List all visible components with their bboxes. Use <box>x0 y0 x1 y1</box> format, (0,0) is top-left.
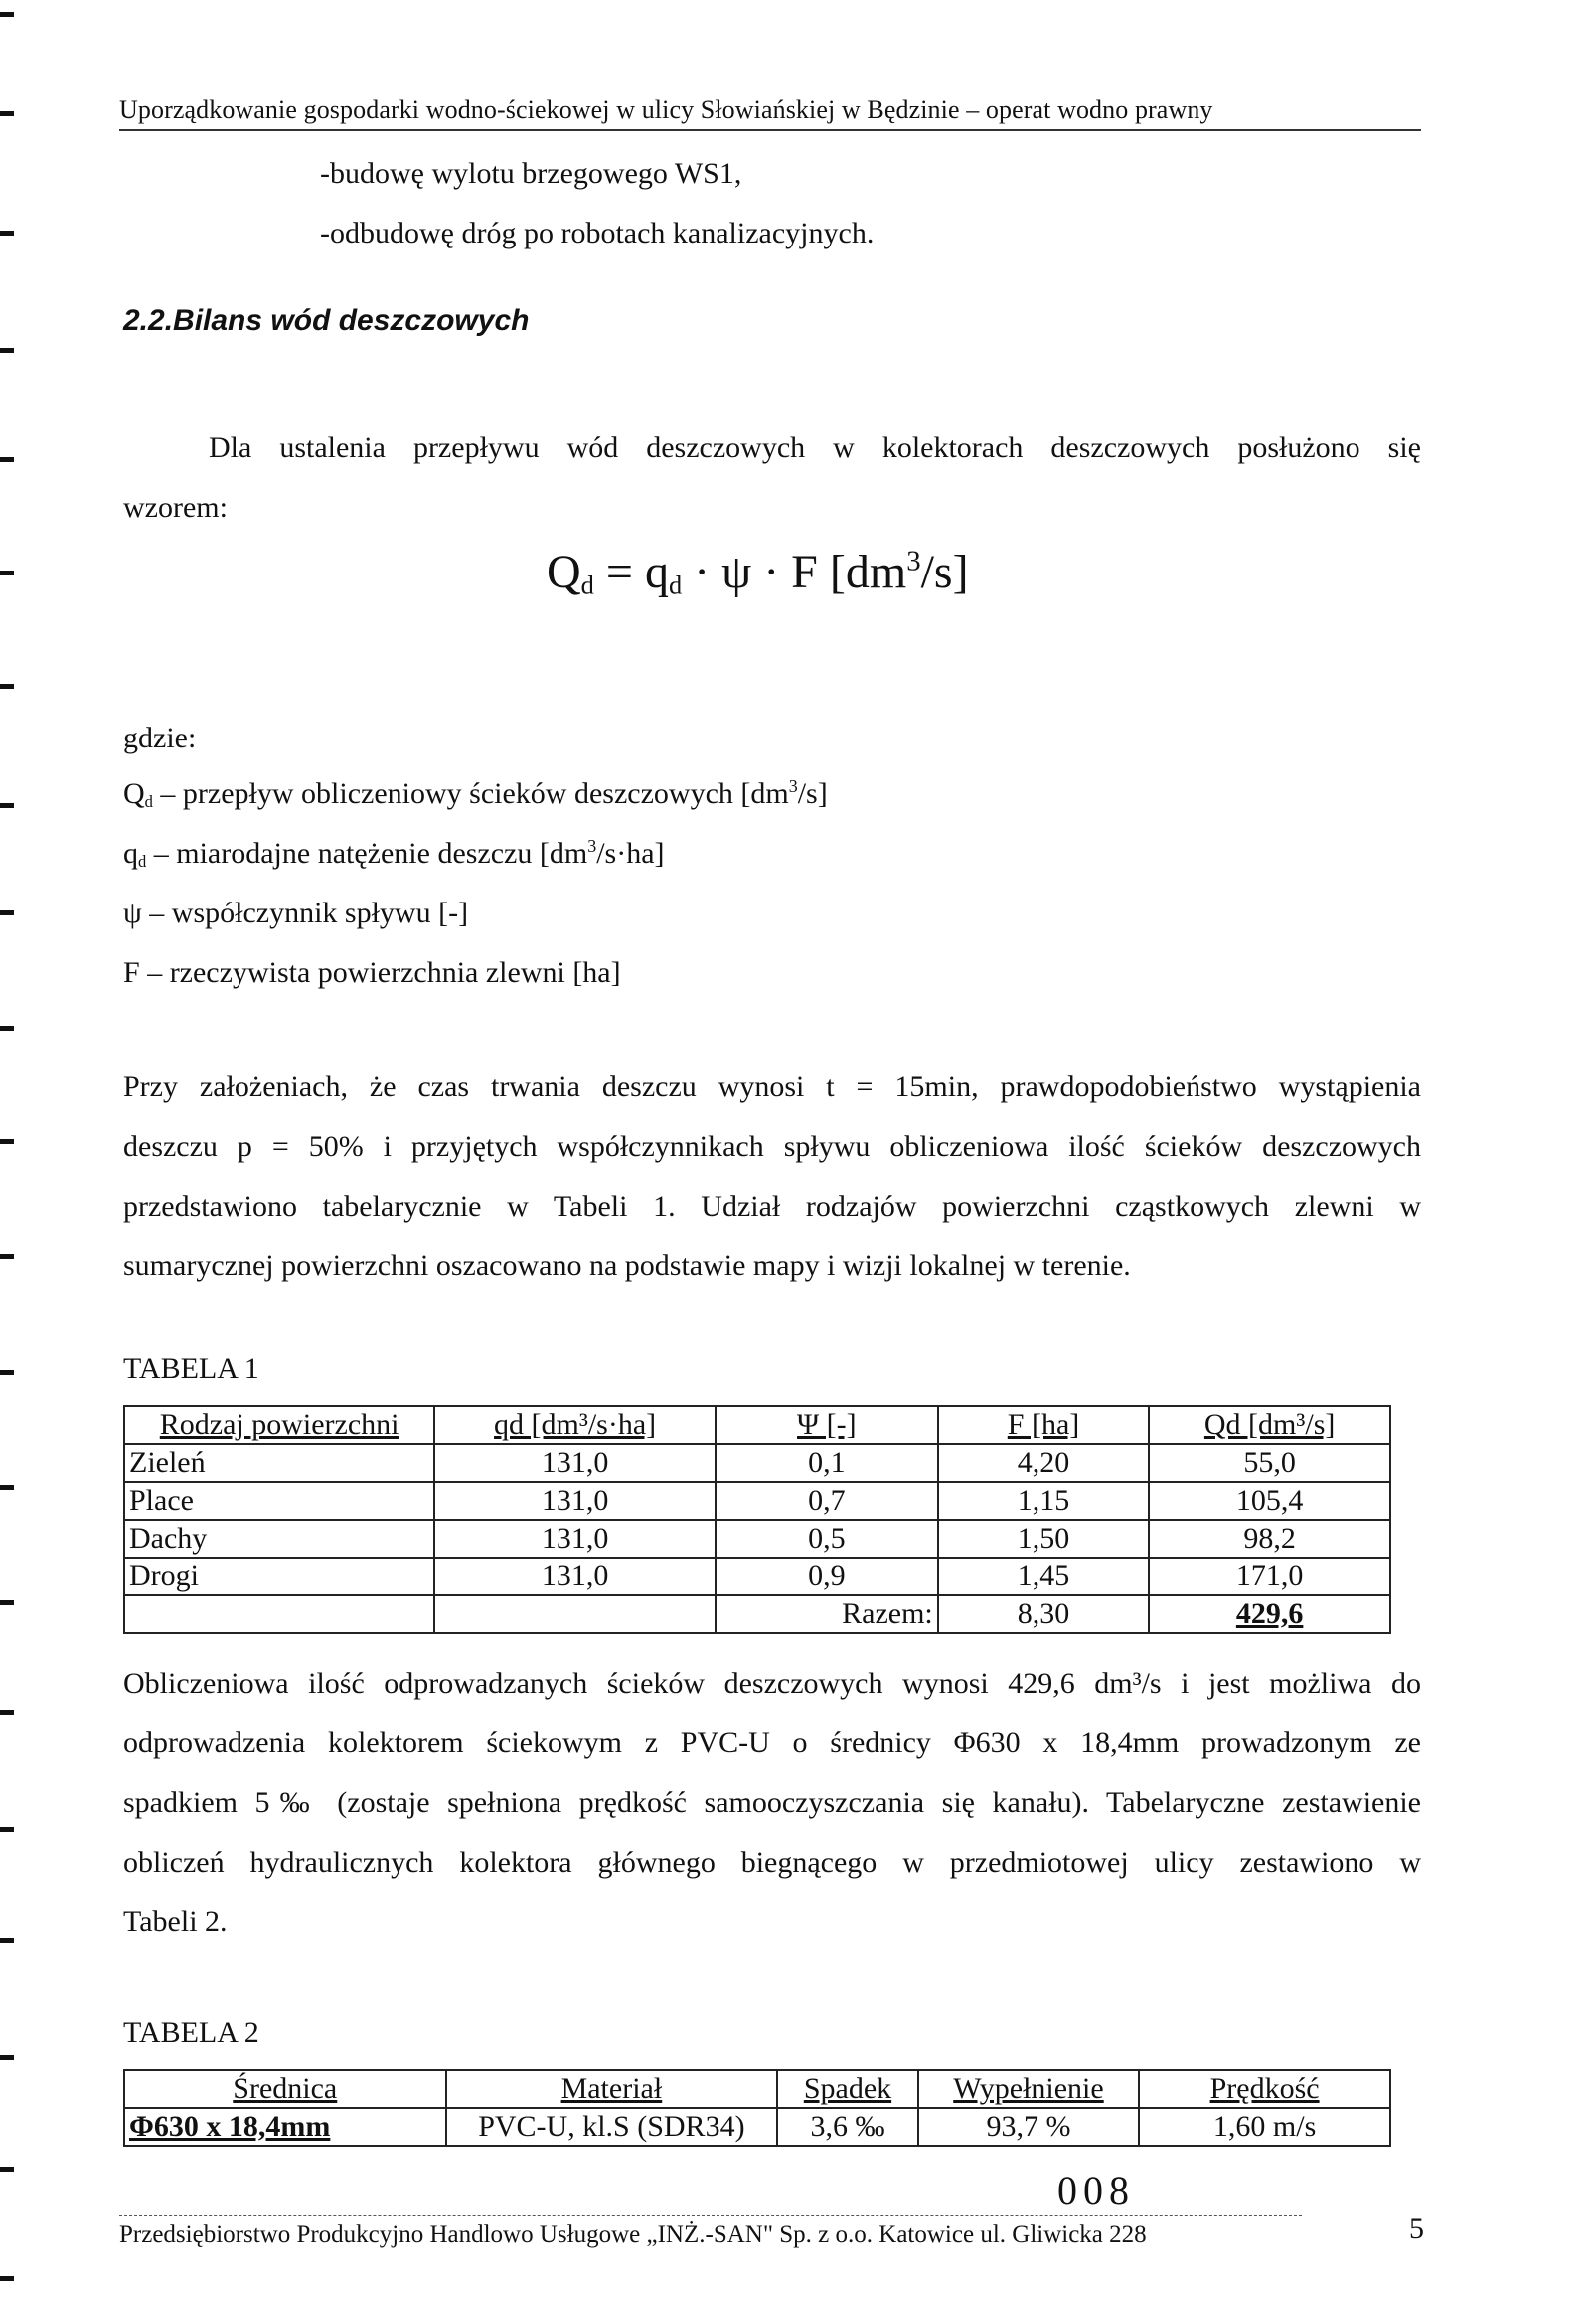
table-cell: 0,7 <box>716 1482 938 1520</box>
table-cell: 105,4 <box>1149 1482 1390 1520</box>
def-sup: 3 <box>587 836 597 857</box>
table-cell-empty <box>434 1595 716 1633</box>
scan-edge-mark <box>0 231 14 236</box>
scan-edge-mark <box>0 1139 14 1144</box>
table-cell: 3,6 ‰ <box>777 2108 918 2146</box>
table-row <box>124 2108 1390 2146</box>
definition-item <box>123 837 665 872</box>
scan-edge-mark <box>0 910 14 915</box>
def-symbol: Q <box>123 777 145 810</box>
scan-edge-mark <box>0 12 14 17</box>
def-tail: /s] <box>797 777 828 810</box>
table-row <box>124 1520 1390 1558</box>
def-symbol: q <box>123 837 138 870</box>
table-cell: PVC-U, kl.S (SDR34) <box>446 2108 778 2146</box>
scan-edge-mark <box>0 571 14 575</box>
table-cell-diameter <box>124 2108 446 2146</box>
paragraph-line: odprowadzenia kolektorem ściekowym z PVC-U o średnicy Φ630 x 18,4mm prowadzonym ze <box>123 1726 1421 1759</box>
section-title: 2.2.Bilans wód deszczowych <box>123 304 530 337</box>
formula-rest: · ψ · F [dm <box>682 546 907 598</box>
scan-edge-mark <box>0 1026 14 1031</box>
definition-item <box>123 897 468 930</box>
table-row <box>124 1558 1390 1595</box>
formula-q: Q <box>547 546 581 598</box>
table-cell: 0,9 <box>716 1558 938 1595</box>
scan-edge-mark <box>0 1254 14 1259</box>
formula-end: /s] <box>920 546 969 598</box>
table-cell: 171,0 <box>1149 1558 1390 1595</box>
scan-edge-mark <box>0 457 14 462</box>
def-sup: 3 <box>788 776 798 797</box>
table-total-qd-cell <box>1149 1595 1390 1633</box>
scan-edge-mark <box>0 1370 14 1375</box>
def-symbol: ψ <box>123 897 142 929</box>
definition-item <box>123 956 621 990</box>
table-header-cell: Qd [dm³/s] <box>1149 1406 1390 1444</box>
table-cell: Drogi <box>124 1558 434 1595</box>
table-cell: 1,50 <box>938 1520 1149 1558</box>
table-total-label: Razem: <box>716 1595 938 1633</box>
table-header-cell: Ψ [-] <box>716 1406 938 1444</box>
def-text: – miarodajne natężenie deszczu [dm <box>146 837 588 870</box>
table-cell: Dachy <box>124 1520 434 1558</box>
definition-item <box>123 777 828 812</box>
table2-label: TABELA 2 <box>123 2016 259 2049</box>
bullet-item: -budowę wylotu brzegowego WS1, <box>320 157 742 190</box>
table-cell: 131,0 <box>434 1444 716 1482</box>
scan-edge-mark <box>0 1827 14 1832</box>
paragraph-line: sumarycznej powierzchni oszacowano na podstawie mapy i wizji lokalnej w terenie. <box>123 1249 1131 1282</box>
table2 <box>123 2069 1391 2147</box>
table-cell: 131,0 <box>434 1482 716 1520</box>
table-cell: 131,0 <box>434 1520 716 1558</box>
table-cell-empty <box>124 1595 434 1633</box>
def-text: – przepływ obliczeniowy ścieków deszczowych [dm <box>152 777 789 810</box>
scan-edge-mark <box>0 348 14 353</box>
table1 <box>123 1405 1391 1634</box>
table-cell: 98,2 <box>1149 1520 1390 1558</box>
table-row <box>124 1444 1390 1482</box>
formula-qd-sub: d <box>668 570 683 600</box>
table-total-f: 8,30 <box>938 1595 1149 1633</box>
rainfall-formula <box>547 545 969 601</box>
formula-q-sub: d <box>580 570 594 600</box>
diameter-value: Φ630 x 18,4mm <box>129 2110 331 2143</box>
table-header-cell: Wypełnienie <box>918 2070 1139 2108</box>
table-header-row <box>124 1406 1390 1444</box>
def-symbol: F <box>123 956 140 989</box>
paragraph-line: obliczeń hydraulicznych kolektora głównego biegnącego w przedmiotowej ulicy zestawiono w <box>123 1846 1421 1879</box>
paragraph-collector <box>123 1654 1421 1952</box>
scan-edge-mark <box>0 1600 14 1605</box>
table-cell: 1,60 m/s <box>1139 2108 1390 2146</box>
table-header-cell: Średnica <box>124 2070 446 2108</box>
table-header-cell: Rodzaj powierzchni <box>124 1406 434 1444</box>
paragraph-rainfall <box>123 1058 1421 1296</box>
table-total-qd: 429,6 <box>1235 1597 1304 1630</box>
page-footer: Przedsiębiorstwo Produkcyjno Handlowo Usługowe „INŻ.-SAN" Sp. z o.o. Katowice ul. Gliwicka 228 <box>119 2215 1302 2249</box>
table-header-cell: Spadek <box>777 2070 918 2108</box>
table-cell: 4,20 <box>938 1444 1149 1482</box>
paragraph-line: Obliczeniowa ilość odprowadzanych ścieków deszczowych wynosi 429,6 dm³/s i jest możliwa do <box>123 1667 1421 1700</box>
table-cell: 1,15 <box>938 1482 1149 1520</box>
table-cell: 0,5 <box>716 1520 938 1558</box>
scan-edge-mark <box>0 1710 14 1715</box>
page-header: Uporządkowanie gospodarki wodno-ściekowej w ulicy Słowiańskiej w Będzinie – operat wodno prawny <box>119 95 1421 131</box>
paragraph-line: spadkiem 5‰ (zostaje spełniona prędkość samooczyszczania się kanału). Tabelaryczne zestawienie <box>123 1786 1421 1819</box>
table-cell: 131,0 <box>434 1558 716 1595</box>
formula-eq: = <box>593 546 645 598</box>
scan-edge-mark <box>0 1485 14 1490</box>
where-label: gdzie: <box>123 722 197 754</box>
def-text: – rzeczywista powierzchnia zlewni [ha] <box>139 956 621 989</box>
table-row <box>124 1482 1390 1520</box>
table-cell: 55,0 <box>1149 1444 1390 1482</box>
table-total-row <box>124 1595 1390 1633</box>
table-header-cell: qd [dm³/s·ha] <box>434 1406 716 1444</box>
table-cell: Place <box>124 1482 434 1520</box>
bullet-item: -odbudowę dróg po robotach kanalizacyjnych. <box>320 217 875 249</box>
scan-edge-mark <box>0 2276 14 2281</box>
table-header-cell: Prędkość <box>1139 2070 1390 2108</box>
def-text: – współczynnik spływu [-] <box>141 897 469 929</box>
paragraph-line: przedstawiono tabelarycznie w Tabeli 1. Udział rodzajów powierzchni cząstkowych zlewni w <box>123 1190 1421 1223</box>
paragraph-line: deszczu p = 50% i przyjętych współczynnikach spływu obliczeniowa ilość ścieków deszczowych <box>123 1130 1421 1163</box>
formula-qd: q <box>644 546 669 598</box>
table-header-row <box>124 2070 1390 2108</box>
table-cell: Zieleń <box>124 1444 434 1482</box>
page-stamp: 008 <box>1057 2168 1135 2213</box>
table-cell: 93,7 % <box>918 2108 1139 2146</box>
scan-edge-mark <box>0 2055 14 2060</box>
table-cell: 1,45 <box>938 1558 1149 1595</box>
scan-edge-mark <box>0 803 14 808</box>
scan-edge-mark <box>0 1938 14 1943</box>
scan-edge-mark <box>0 684 14 689</box>
scan-edge-mark <box>0 111 14 116</box>
table-header-cell: Materiał <box>446 2070 778 2108</box>
def-sub: d <box>138 852 147 872</box>
page-number: 5 <box>1409 2213 1424 2245</box>
paragraph-line: Przy założeniach, że czas trwania deszczu wynosi t = 15min, prawdopodobieństwo wystąpienia <box>123 1070 1421 1103</box>
table-cell: 0,1 <box>716 1444 938 1482</box>
intro-line: wzorem: <box>123 491 228 524</box>
formula-sup: 3 <box>906 545 921 577</box>
table-header-cell: F [ha] <box>938 1406 1149 1444</box>
paragraph-line: Tabeli 2. <box>123 1905 228 1938</box>
table1-label: TABELA 1 <box>123 1352 259 1385</box>
intro-line: Dla ustalenia przepływu wód deszczowych w kolektorach deszczowych posłużono się <box>209 431 1421 464</box>
def-tail: /s·ha] <box>596 837 665 870</box>
scan-edge-mark <box>0 2167 14 2172</box>
def-sub: d <box>144 792 153 812</box>
